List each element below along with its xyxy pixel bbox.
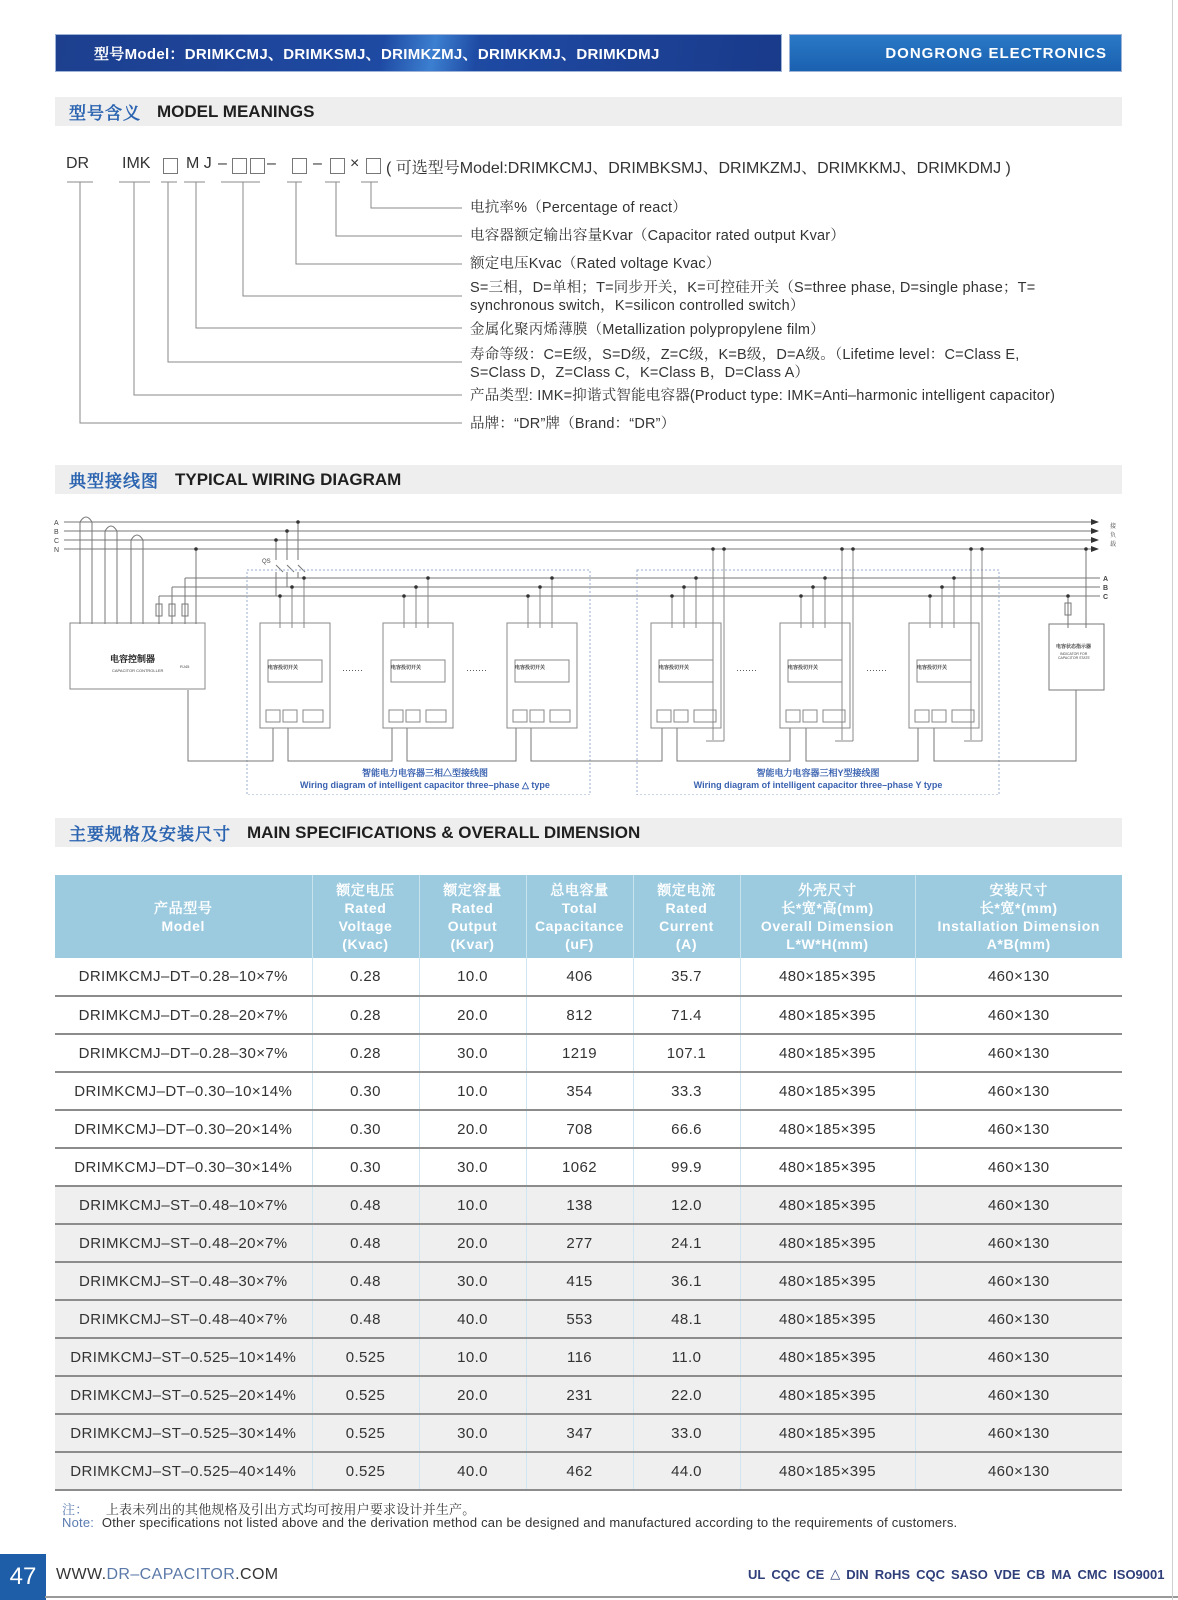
cell-current: 35.7	[633, 958, 740, 996]
cell-voltage: 0.48	[312, 1300, 419, 1338]
svg-text:·······: ·······	[736, 665, 757, 675]
svg-text:C: C	[1103, 594, 1109, 601]
meaning-product-type: 产品类型: IMK=抑谐式智能电容器(Product type: IMK=Anti–harmonic intelligent capacitor)	[470, 388, 1056, 404]
table-row	[55, 1072, 1122, 1110]
cell-current: 22.0	[633, 1376, 740, 1414]
cell-install: 460×130	[915, 1072, 1122, 1110]
cell-voltage: 0.48	[312, 1186, 419, 1224]
cell-voltage: 0.525	[312, 1338, 419, 1376]
table-row	[55, 1110, 1122, 1148]
cell-current: 33.0	[633, 1414, 740, 1452]
code-dash-3: –	[313, 155, 322, 172]
note-cn-text: 上表未列出的其他规格及引出方式均可按用户要求设计并生产。	[105, 1502, 476, 1517]
svg-text:电容投切开关: 电容投切开关	[917, 665, 948, 671]
cell-install: 460×130	[915, 1376, 1122, 1414]
table-row	[55, 1300, 1122, 1338]
cell-model: DRIMKCMJ–ST–0.48–10×7%	[55, 1186, 312, 1224]
section-title-en: TYPICAL WIRING DIAGRAM	[175, 469, 402, 489]
meaning-phase-switch-2: synchronous switch，K=silicon controlled switch）	[470, 298, 805, 314]
cert-logo-icon: CE	[806, 1566, 825, 1582]
cert-logo-icon: CQC	[771, 1566, 801, 1582]
cell-overall: 480×185×395	[740, 958, 915, 996]
cell-model: DRIMKCMJ–ST–0.48–20×7%	[55, 1224, 312, 1262]
cell-install: 460×130	[915, 1338, 1122, 1376]
page-number: 47	[0, 1554, 46, 1600]
specifications-table	[55, 875, 1122, 1491]
svg-text:电容投切开关: 电容投切开关	[788, 665, 819, 671]
cell-output: 30.0	[419, 1148, 526, 1186]
svg-text:·······: ·······	[866, 665, 887, 675]
table-row	[55, 1376, 1122, 1414]
cell-cap: 354	[526, 1072, 633, 1110]
cell-model: DRIMKCMJ–ST–0.525–30×14%	[55, 1414, 312, 1452]
cell-output: 10.0	[419, 958, 526, 996]
meaning-voltage: 额定电压Kvac（Rated voltage Kvac）	[470, 256, 721, 272]
note-en-label: Note:	[62, 1515, 95, 1530]
cert-logo-icon: ISO9001	[1113, 1566, 1165, 1582]
col-model: 产品型号 Model	[55, 875, 312, 958]
cell-model: DRIMKCMJ–DT–0.30–30×14%	[55, 1148, 312, 1186]
cert-logo-icon: CMC	[1077, 1566, 1108, 1582]
cell-overall: 480×185×395	[740, 1072, 915, 1110]
svg-text:CAPACITOR CONTROLLER: CAPACITOR CONTROLLER	[112, 668, 164, 673]
cell-model: DRIMKCMJ–ST–0.525–10×14%	[55, 1338, 312, 1376]
cell-overall: 480×185×395	[740, 1110, 915, 1148]
cell-install: 460×130	[915, 996, 1122, 1034]
cell-cap: 138	[526, 1186, 633, 1224]
cell-install: 460×130	[915, 1148, 1122, 1186]
cell-model: DRIMKCMJ–DT–0.28–20×7%	[55, 996, 312, 1034]
cell-overall: 480×185×395	[740, 1148, 915, 1186]
cell-current: 24.1	[633, 1224, 740, 1262]
svg-text:电容控制器: 电容控制器	[110, 654, 156, 664]
cell-model: DRIMKCMJ–ST–0.525–20×14%	[55, 1376, 312, 1414]
cell-cap: 406	[526, 958, 633, 996]
cell-output: 30.0	[419, 1034, 526, 1072]
cell-model: DRIMKCMJ–DT–0.30–10×14%	[55, 1072, 312, 1110]
switch-module	[260, 578, 330, 728]
section-title-en: MODEL MEANINGS	[157, 101, 315, 121]
svg-text:RJ45: RJ45	[180, 664, 190, 669]
cell-current: 12.0	[633, 1186, 740, 1224]
cell-overall: 480×185×395	[740, 1262, 915, 1300]
cert-logo-icon: CQC	[916, 1566, 945, 1582]
cell-output: 20.0	[419, 996, 526, 1034]
svg-text:B: B	[54, 529, 59, 536]
col-capacitance: 总电容量 Total Capacitance (uF)	[526, 875, 633, 958]
cell-cap: 1062	[526, 1148, 633, 1186]
note-cn-label: 注：	[62, 1502, 89, 1517]
svg-text:电容投切开关: 电容投切开关	[659, 665, 690, 671]
cell-output: 30.0	[419, 1414, 526, 1452]
page-edge	[1172, 0, 1173, 1600]
cell-install: 460×130	[915, 1414, 1122, 1452]
col-overall-dimension: 外壳尺寸 长*宽*高(mm) Overall Dimension L*W*H(mm)	[740, 875, 915, 958]
model-banner-text: 型号Model：DRIMKCMJ、DRIMKSMJ、DRIMKZMJ、DRIMKKMJ、DRIMKDMJ	[94, 45, 660, 63]
cert-logo-icon: CB	[1026, 1566, 1046, 1582]
website-link[interactable]: WWW.DR–CAPACITOR.COM	[56, 1566, 279, 1583]
cell-overall: 480×185×395	[740, 1452, 915, 1490]
svg-text:CAPACITOR STATE: CAPACITOR STATE	[1058, 656, 1090, 660]
meaning-output: 电容器额定输出容量Kvar（Capacitor rated output Kvar）	[470, 228, 846, 244]
svg-text:电容投切开关: 电容投切开关	[391, 665, 422, 671]
cell-voltage: 0.30	[312, 1072, 419, 1110]
svg-text:电容投切开关: 电容投切开关	[515, 665, 546, 671]
cell-current: 33.3	[633, 1072, 740, 1110]
section-header-wiring	[55, 465, 1122, 494]
cell-model: DRIMKCMJ–DT–0.28–30×7%	[55, 1034, 312, 1072]
table-row	[55, 1148, 1122, 1186]
svg-text:INDICATOR FOR: INDICATOR FOR	[1060, 652, 1088, 656]
table-row	[55, 958, 1122, 996]
svg-text:QS: QS	[262, 559, 271, 565]
cell-voltage: 0.525	[312, 1414, 419, 1452]
cell-current: 11.0	[633, 1338, 740, 1376]
code-dash-2: –	[267, 155, 276, 172]
table-row	[55, 1262, 1122, 1300]
cell-overall: 480×185×395	[740, 1376, 915, 1414]
cert-logo-icon: UL	[748, 1566, 766, 1582]
brand-name: DONGRONG ELECTRONICS	[885, 44, 1107, 62]
cell-cap: 1219	[526, 1034, 633, 1072]
footer-divider	[45, 1596, 1178, 1598]
cell-install: 460×130	[915, 1262, 1122, 1300]
cell-output: 20.0	[419, 1224, 526, 1262]
note-en-text: Other specifications not listed above and the derivation method can be designed and manufactured according to the requirements of customers.	[101, 1515, 958, 1530]
meaning-react: 电抗率%（Percentage of react）	[470, 200, 687, 216]
meaning-lifetime-2: S=Class D，Z=Class C，K=Class B，D=Class A）	[470, 365, 810, 381]
svg-text:·······: ·······	[342, 665, 363, 675]
svg-text:B: B	[1103, 585, 1109, 592]
cell-cap: 231	[526, 1376, 633, 1414]
svg-text:智能电力电容器三相△型接线图: 智能电力电容器三相△型接线图	[361, 768, 489, 778]
cell-install: 460×130	[915, 958, 1122, 996]
code-mj: M J	[186, 155, 212, 172]
section-title-cn: 型号含义	[69, 104, 141, 123]
cell-cap: 415	[526, 1262, 633, 1300]
col-installation-dimension: 安装尺寸 长*宽*(mm) Installation Dimension A*B(mm)	[915, 875, 1122, 958]
cell-install: 460×130	[915, 1300, 1122, 1338]
cell-cap: 812	[526, 996, 633, 1034]
cell-voltage: 0.30	[312, 1110, 419, 1148]
cell-overall: 480×185×395	[740, 1186, 915, 1224]
cert-logo-icon: MA	[1051, 1566, 1072, 1582]
meaning-film: 金属化聚丙烯薄膜（Metallization polypropylene film）	[470, 322, 825, 338]
cell-current: 36.1	[633, 1262, 740, 1300]
cert-logo-icon: RoHS	[874, 1566, 911, 1582]
certification-logos	[748, 1566, 1164, 1582]
cell-cap: 462	[526, 1452, 633, 1490]
meaning-phase-switch: S=三相，D=单相；T=同步开关，K=可控硅开关（S=three phase, D=single phase；T=	[470, 280, 1036, 296]
code-times: ×	[350, 155, 360, 172]
table-row	[55, 1034, 1122, 1072]
cell-current: 71.4	[633, 996, 740, 1034]
cell-voltage: 0.48	[312, 1262, 419, 1300]
section-title-en: MAIN SPECIFICATIONS & OVERALL DIMENSION	[247, 822, 641, 842]
meaning-lifetime: 寿命等级：C=E级，S=D级，Z=C级，K=B级，D=A级。（Lifetime level：C=Class E,	[470, 347, 1020, 363]
cell-voltage: 0.48	[312, 1224, 419, 1262]
cell-current: 66.6	[633, 1110, 740, 1148]
cell-voltage: 0.525	[312, 1452, 419, 1490]
cell-output: 10.0	[419, 1338, 526, 1376]
cell-voltage: 0.28	[312, 1034, 419, 1072]
section-title-cn: 主要规格及安装尺寸	[69, 825, 231, 844]
cell-overall: 480×185×395	[740, 1224, 915, 1262]
code-dash-1: –	[218, 155, 227, 172]
cert-logo-icon: DIN	[846, 1566, 869, 1582]
cell-output: 10.0	[419, 1186, 526, 1224]
svg-text:A: A	[54, 520, 59, 527]
cell-output: 40.0	[419, 1300, 526, 1338]
table-row	[55, 1186, 1122, 1224]
svg-text:N: N	[54, 547, 60, 554]
cell-current: 44.0	[633, 1452, 740, 1490]
table-row	[55, 1414, 1122, 1452]
cell-install: 460×130	[915, 1034, 1122, 1072]
table-row	[55, 1224, 1122, 1262]
cell-cap: 277	[526, 1224, 633, 1262]
cell-model: DRIMKCMJ–DT–0.30–20×14%	[55, 1110, 312, 1148]
cell-model: DRIMKCMJ–ST–0.48–30×7%	[55, 1262, 312, 1300]
col-current: 额定电流 Rated Current (A)	[633, 875, 740, 958]
cell-overall: 480×185×395	[740, 1338, 915, 1376]
svg-text:电容状态指示器: 电容状态指示器	[1056, 644, 1092, 650]
cell-cap: 116	[526, 1338, 633, 1376]
section-title-cn: 典型接线图	[69, 472, 159, 491]
svg-text:负: 负	[1110, 533, 1117, 539]
cell-voltage: 0.28	[312, 958, 419, 996]
cert-logo-icon: VDE	[993, 1566, 1021, 1582]
table-row	[55, 1452, 1122, 1490]
cell-install: 460×130	[915, 1224, 1122, 1262]
svg-text:智能电力电容器三相Y型接线图: 智能电力电容器三相Y型接线图	[756, 768, 880, 778]
cert-logo-icon: SASO	[950, 1566, 988, 1582]
cell-model: DRIMKCMJ–DT–0.28–10×7%	[55, 958, 312, 996]
cell-voltage: 0.28	[312, 996, 419, 1034]
code-dr: DR	[66, 155, 90, 172]
cell-voltage: 0.30	[312, 1148, 419, 1186]
cell-current: 48.1	[633, 1300, 740, 1338]
cell-model: DRIMKCMJ–ST–0.525–40×14%	[55, 1452, 312, 1490]
svg-text:载: 载	[1110, 542, 1117, 548]
cell-output: 20.0	[419, 1376, 526, 1414]
cert-logo-icon: △	[830, 1566, 841, 1581]
cell-output: 20.0	[419, 1110, 526, 1148]
note-en	[62, 1515, 957, 1530]
cell-install: 460×130	[915, 1186, 1122, 1224]
cell-cap: 708	[526, 1110, 633, 1148]
code-imk: IMK	[122, 155, 151, 172]
table-row	[55, 1338, 1122, 1376]
col-output: 额定容量 Rated Output (Kvar)	[419, 875, 526, 958]
svg-text:A: A	[1103, 576, 1109, 583]
svg-text:C: C	[54, 538, 60, 545]
cell-overall: 480×185×395	[740, 1300, 915, 1338]
cell-output: 30.0	[419, 1262, 526, 1300]
cell-output: 10.0	[419, 1072, 526, 1110]
cell-output: 40.0	[419, 1452, 526, 1490]
svg-text:Wiring diagram of intelligent: Wiring diagram of intelligent capacitor three–phase △ type	[300, 780, 550, 790]
cell-install: 460×130	[915, 1452, 1122, 1490]
cell-cap: 347	[526, 1414, 633, 1452]
cell-overall: 480×185×395	[740, 1034, 915, 1072]
col-voltage: 额定电压 Rated Voltage (Kvac)	[312, 875, 419, 958]
svg-text:接: 接	[1110, 524, 1117, 530]
meaning-brand: 品牌：“DR”牌（Brand：“DR”）	[470, 416, 676, 432]
cell-current: 107.1	[633, 1034, 740, 1072]
cell-install: 460×130	[915, 1110, 1122, 1148]
svg-text:·······: ·······	[466, 665, 487, 675]
svg-text:电容投切开关: 电容投切开关	[268, 665, 299, 671]
section-header-specs	[55, 818, 1122, 847]
cell-overall: 480×185×395	[740, 1414, 915, 1452]
table-header-row	[55, 875, 1122, 958]
cell-model: DRIMKCMJ–ST–0.48–40×7%	[55, 1300, 312, 1338]
cell-cap: 553	[526, 1300, 633, 1338]
table-row	[55, 996, 1122, 1034]
code-optional-models: ( 可选型号Model:DRIMKCMJ、DRIMBKSMJ、DRIMKZMJ、DRIMKKMJ、DRIMKDMJ )	[386, 160, 1011, 177]
cell-current: 99.9	[633, 1148, 740, 1186]
svg-text:Wiring diagram of intelligent: Wiring diagram of intelligent capacitor three–phase Y type	[693, 780, 943, 790]
cell-voltage: 0.525	[312, 1376, 419, 1414]
cell-overall: 480×185×395	[740, 996, 915, 1034]
wiring-diagram	[50, 505, 1122, 795]
